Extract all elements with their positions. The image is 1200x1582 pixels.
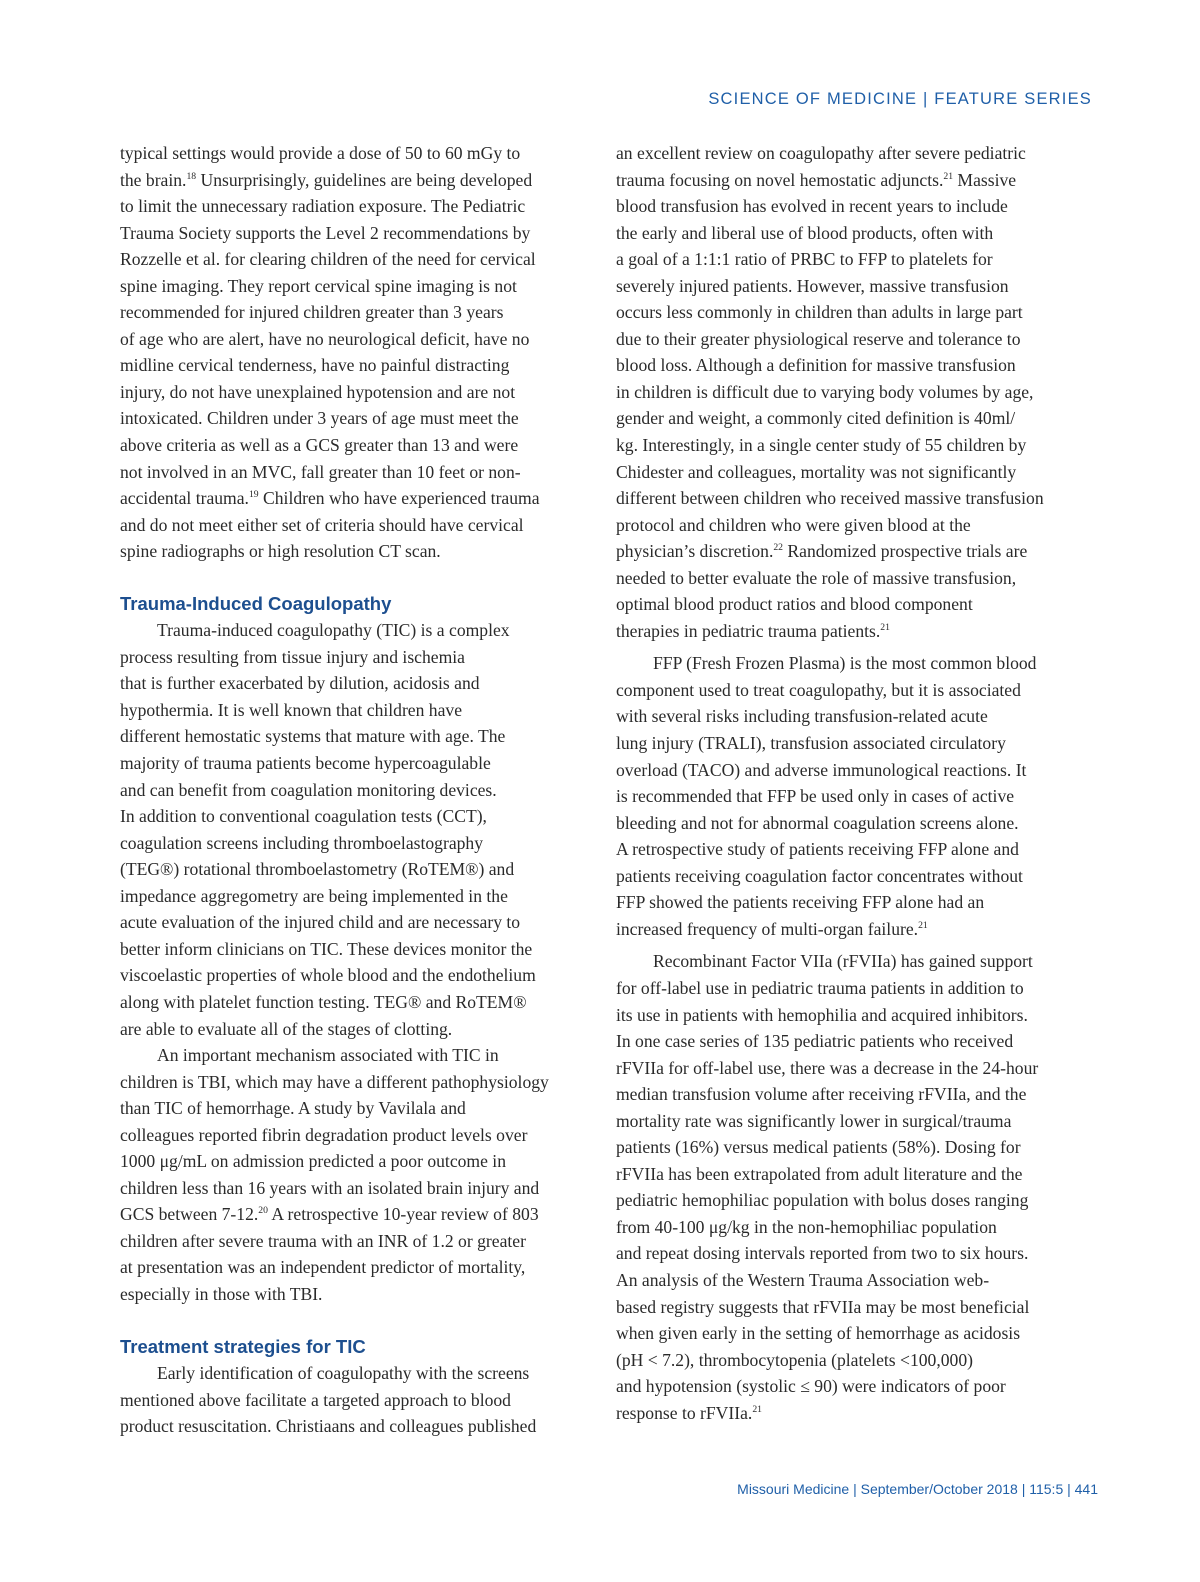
right-column [616,140,1094,1426]
reference-number: 20 [258,1205,268,1217]
body-paragraph: Trauma-induced coagulopathy (TIC) is a complex process resulting from tissue injury and ischemia that is further exacerbated by dilution, acidosis and hypothermia. It is well known that children have different hemostatic systems that mature with age. The majority of trauma patients become hypercoagulable and can benefit from coagulation monitoring devices. In addition to conventional coagulation tests (CCT), coagulation screens including thromboelastography (TEG®) rotational thromboelastometry (RoTEM®) and impedance aggregometry are being implemented in the acute evaluation of the injured child and are necessary to better inform clinicians on TIC. These devices monitor the viscoelastic properties of whole blood and the endothelium along with platelet function testing. TEG® and RoTEM® are able to evaluate all of the stages of clotting. [120,620,536,1039]
reference-number: 21 [943,170,954,182]
body-paragraph: an excellent review on coagulopathy after severe pediatric trauma focusing on novel hemostatic adjuncts.$^{21}$ Massive blood transfusion has evolved in recent years to include the early and liberal use of blood products, often with a goal of a 1:1:1 ratio of PRBC to FFP to platelets for severely injured patients. However, massive transfusion occurs less commonly in children than adults in large part due to their greater physiological reserve and tolerance to blood loss. Although a definition for massive transfusion in children is difficult due to varying body volumes by age, gender and weight, a commonly cited definition is 40ml/ kg. Interestingly, in a single center study of 55 children by Chidester and colleagues, mortality was not significantly different between children who received massive transfusion protocol and children who were given blood at the physician’s discretion.$^{22}$ Randomized prospective trials are needed to better evaluate the role of massive transfusion, optimal blood product ratios and blood component therapies in pediatric trauma patients.$^{21}$ [616,143,1044,641]
section-heading-treatment-strategies: Treatment strategies for TIC [120,1335,366,1357]
body-paragraph: An important mechanism associated with TIC in children is TBI, which may have a different pathophysiology than TIC of hemorrhage. A study by Vavilala and colleagues reported fibrin degradation product levels over 1000 μg/mL on admission predicted a poor outcome in children less than 16 years with an isolated brain injury and GCS between 7-12.20 A retrospective 10-year review of 803 children after severe trauma with an INR of 1.2 or greater at presentation was an independent predictor of mortality, especially in those with TBI. [120,1045,549,1304]
section-heading-trauma-induced-coagulopathy: Trauma-Induced Coagulopathy [120,592,392,614]
body-paragraph: typical settings would provide a dose of 50 to 60 mGy to the brain.$^{18}$ Unsurprisingly, guidelines are being developed to limit the unnecessary radiation exposure. The Pediatric Trauma Society supports the Level 2 recommendations by Rozzelle et al. for clearing children of the need for cervical spine imaging. They report cervical spine imaging is not recommended for injured children greater than 3 years of age who are alert, have no neurological deficit, have no midline cervical tenderness, have no painful distracting injury, do not have unexplained hypotension and are not intoxicated. Children under 3 years of age must meet the above criteria as well as a GCS greater than 13 and were not involved in an MVC, fall greater than 10 feet or non- accidental trauma.$^{19}$ Children who have experienced trauma and do not meet either set of criteria should have cervical spine radiographs or high resolution CT scan. [120,143,540,562]
body-paragraph: Early identification of coagulopathy with the screens mentioned above facilitate a targeted approach to blood product resuscitation. Christiaans and colleagues published [120,1363,537,1437]
section-header: SCIENCE OF MEDICINE | FEATURE SERIES [708,90,1092,108]
page-footer: Missouri Medicine | September/October 2018 | 115:5 | 441 [737,1481,1098,1497]
reference-number: 22 [773,541,784,553]
left-column [120,140,592,1440]
body-paragraph: FFP (Fresh Frozen Plasma) is the most common blood component used to treat coagulopathy, but it is associated with several risks including transfusion-related acute lung injury (TRALI), transfusion associated circulatory overload (TACO) and adverse immunological reactions. It is recommended that FFP be used only in cases of active bleeding and not for abnormal coagulation screens alone. A retrospective study of patients receiving FFP alone and patients receiving coagulation factor concentrates without FFP showed the patients receiving FFP alone had an increased frequency of multi-organ failure.$^{21}$ [616,653,1037,939]
body-paragraph: Recombinant Factor VIIa (rFVIIa) has gained support for off-label use in pediatric trauma patients in addition to its use in patients with hemophilia and acquired inhibitors. In one case series of 135 pediatric patients who received rFVIIa for off-label use, there was a decrease in the 24-hour median transfusion volume after receiving rFVIIa, and the mortality rate was significantly lower in surgical/trauma patients (16%) versus medical patients (58%). Dosing for rFVIIa has been extrapolated from adult literature and the pediatric hemophiliac population with bolus doses ranging from 40-100 μg/kg in the non-hemophiliac population and repeat dosing intervals reported from two to six hours. An analysis of the Western Trauma Association web- based registry suggests that rFVIIa may be most beneficial when given early in the setting of hemorrhage as acidosis (pH < 7.2), thrombocytopenia (platelets <100,000) and hypotension (systolic ≤ 90) were indicators of poor response to rFVIIa.$^{21}$ [616,951,1039,1423]
reference-number: 21 [880,621,890,633]
reference-number: 19 [248,488,259,500]
reference-number: 21 [918,919,928,931]
reference-number: 21 [752,1403,762,1415]
reference-number: 18 [186,170,197,182]
